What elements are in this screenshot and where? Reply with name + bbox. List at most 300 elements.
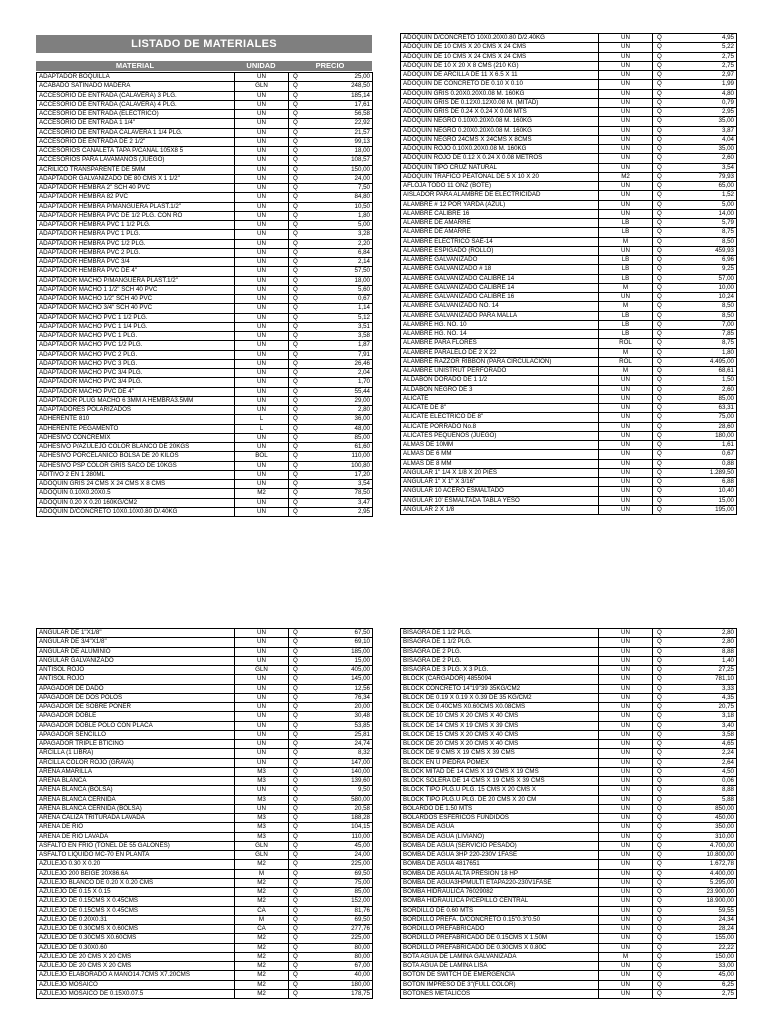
currency-cell: Q [653,126,693,135]
price-cell: 155,00 [693,934,737,943]
unit-cell: M3 [235,777,289,786]
currency-cell: Q [653,943,693,952]
table-row [401,385,737,394]
table-row [401,943,737,952]
table-row [401,777,737,786]
table-row [401,320,737,329]
currency-cell: Q [653,283,693,292]
table-row [401,283,737,292]
table-row [401,721,737,730]
unit-cell: UN [599,703,653,712]
table-row [401,357,737,366]
price-cell: 78,50 [329,489,373,498]
price-cell: 1,61 [693,441,737,450]
price-cell: 84,80 [329,193,373,202]
unit-cell: UN [599,34,653,43]
unit-cell: UN [599,394,653,403]
currency-cell: Q [289,989,329,998]
currency-cell: Q [653,200,693,209]
unit-cell: UN [599,200,653,209]
table-row [37,110,373,119]
table-row [401,339,737,348]
table-row [401,823,737,832]
currency-cell: Q [289,507,329,516]
material-cell: BOTON IMPRESO DE 3"(FULL COLOR) [401,980,599,989]
price-cell: 8,88 [693,647,737,656]
unit-cell: UN [599,431,653,440]
table-row [401,367,737,376]
table-row [401,80,737,89]
unit-cell: M2 [235,489,289,498]
unit-cell: UN [599,740,653,749]
table-row [37,684,373,693]
unit-cell: UN [235,322,289,331]
currency-cell: Q [653,61,693,70]
currency-cell: Q [653,693,693,702]
table-row [37,980,373,989]
unit-cell: M [599,283,653,292]
material-cell: ADHERENTE 810 [37,415,235,424]
unit-cell: UN [599,629,653,638]
table-row [37,804,373,813]
unit-cell: L [235,415,289,424]
table-row [401,311,737,320]
currency-cell: Q [289,285,329,294]
unit-cell: UN [235,359,289,368]
material-cell: ASFALTO LIQUIDO MC-70 EN PLANTA [37,851,235,860]
material-cell: BLOCK DE 0.40CMS X0.60CMS X0.08CMS [401,703,599,712]
currency-cell: Q [653,832,693,841]
table-row [401,989,737,998]
unit-cell: M2 [235,888,289,897]
currency-cell: Q [289,934,329,943]
table-row [401,52,737,61]
material-cell: ADAPTADOR MACHO 1/2" SCH 40 PVC [37,295,235,304]
material-cell: BLOCK DE 15 CMS X 20 CMS X 40 CMS [401,730,599,739]
price-cell: 185,00 [329,647,373,656]
unit-cell: UN [599,804,653,813]
currency-cell: Q [289,452,329,461]
table-row [401,496,737,505]
material-cell: ADAPTADOR MACHO PVC 3/4 PLG. [37,378,235,387]
unit-cell: UN [599,163,653,172]
unit-cell: UN [599,712,653,721]
unit-cell: UN [599,61,653,70]
currency-cell: Q [653,209,693,218]
currency-cell: Q [289,804,329,813]
price-cell: 69,10 [329,638,373,647]
material-cell: ANGULAR DE ALUMINIO [37,647,235,656]
unit-cell: UN [599,108,653,117]
table-row [401,145,737,154]
table-row [37,915,373,924]
table-row [37,629,373,638]
unit-cell: UN [599,404,653,413]
price-cell: 24,00 [329,851,373,860]
unit-cell: UN [599,989,653,998]
currency-cell: Q [289,369,329,378]
material-cell: ALAMBRE HG. NO. 10 [401,320,599,329]
currency-cell: Q [653,320,693,329]
currency-cell: Q [289,230,329,239]
table-row [37,721,373,730]
currency-cell: Q [653,265,693,274]
currency-cell: Q [653,721,693,730]
table-row [401,274,737,283]
material-cell: ADHESIVO P/AZULEJO COLOR BLANCO DE 20KGS [37,443,235,452]
price-cell: 25,00 [329,73,373,82]
currency-cell: Q [289,980,329,989]
unit-cell: L [235,424,289,433]
currency-cell: Q [289,100,329,109]
material-cell: ALMAS DE 8 MM [401,459,599,468]
price-cell: 80,00 [329,952,373,961]
price-cell: 580,00 [329,795,373,804]
currency-cell: Q [653,172,693,181]
material-cell: APAGADOR DOBLE [37,712,235,721]
material-cell: BLOCK TIPO PLG.U PLG. DE 20 CMS X 20 CM [401,795,599,804]
currency-cell: Q [289,749,329,758]
currency-cell: Q [653,394,693,403]
unit-cell: UN [235,304,289,313]
unit-cell: UN [235,749,289,758]
price-cell: 17,20 [329,470,373,479]
table-row [401,228,737,237]
unit-cell: UN [599,758,653,767]
currency-cell: Q [653,450,693,459]
unit-cell: UN [235,638,289,647]
currency-cell: Q [653,43,693,52]
price-cell: 459,93 [693,246,737,255]
table-row [37,480,373,489]
material-cell: ADAPTADOR HEMBRA PVC 1 PLG. [37,230,235,239]
table-row [401,915,737,924]
currency-cell: Q [289,221,329,230]
unit-cell: UN [235,684,289,693]
unit-cell: UN [235,387,289,396]
price-cell: 3,47 [329,498,373,507]
table-row [401,906,737,915]
material-cell: ALMAS DE 6 MM [401,450,599,459]
table-row [37,452,373,461]
material-cell: ADOQUIN ROJO 0.10X0.20X0.08 M. 160KG [401,145,599,154]
material-cell: BLOCK DE 14 CMS X 19 CMS X 39 CMS [401,721,599,730]
currency-cell: Q [289,638,329,647]
unit-cell: M3 [235,767,289,776]
currency-cell: Q [653,934,693,943]
material-cell: ADAPTADOR MACHO PVC 1/2 PLG. [37,341,235,350]
unit-cell: M [235,915,289,924]
currency-cell: Q [289,424,329,433]
material-cell: ADOQUIN TIPO CRUZ NATURAL [401,163,599,172]
price-cell: 1,14 [329,304,373,313]
unit-cell: M2 [235,878,289,887]
unit-cell: UN [235,100,289,109]
currency-cell: Q [653,71,693,80]
currency-cell: Q [289,313,329,322]
unit-cell: CA [235,925,289,934]
unit-cell: UN [599,841,653,850]
table-row [37,952,373,961]
currency-cell: Q [653,80,693,89]
unit-cell: UN [599,43,653,52]
table-row [401,108,737,117]
table-row [401,468,737,477]
material-cell: ALAMBRE CALIBRE 16 [401,209,599,218]
material-cell: ARENA CALIZA TRITURADA LAVADA [37,814,235,823]
material-cell: AFLOJA TODO 11 ONZ (BOTE) [401,182,599,191]
currency-cell: Q [653,431,693,440]
material-cell: ADAPTADOR HEMBRA 82 PVC [37,193,235,202]
unit-cell: LB [599,256,653,265]
materials-table-2 [400,33,737,515]
table-row [401,209,737,218]
price-cell: 3,18 [693,712,737,721]
price-cell: 450,00 [693,814,737,823]
price-cell: 225,00 [329,860,373,869]
table-row [401,980,737,989]
unit-cell: UN [235,507,289,516]
material-cell: ALAMBRE PARALELO DE 2 X 22 [401,348,599,357]
unit-cell: UN [599,749,653,758]
currency-cell: Q [653,330,693,339]
price-cell: 59,55 [693,906,737,915]
currency-cell: Q [653,459,693,468]
table-row [37,906,373,915]
material-cell: ALAMBRE ESPIGADO (ROLLO) [401,246,599,255]
unit-cell: UN [599,795,653,804]
table-row [37,507,373,516]
material-cell: ALAMBRE ELECTRICO SAE-14 [401,237,599,246]
unit-cell: UN [235,267,289,276]
table-row [37,786,373,795]
currency-cell: Q [289,489,329,498]
material-cell: ALMAS DE 10MM [401,441,599,450]
table-row [401,256,737,265]
material-cell: BOTONES METALICOS [401,989,599,998]
material-cell: BLOCK MITAD DE 14 CMS X 19 CMS X 19 CMS [401,767,599,776]
table-row [401,505,737,514]
price-cell: 28,60 [693,422,737,431]
material-cell: ANGULAR DE 1"X1/8" [37,629,235,638]
unit-cell: UN [235,647,289,656]
material-cell: ANGULAR DE 3/4"X1/8" [37,638,235,647]
unit-cell: UN [599,777,653,786]
material-cell: BOMBA DE AGUA (SERVICIO PESADO) [401,841,599,850]
table-row [37,359,373,368]
material-cell: ASFALTO EN FRIO (TONEL DE 55 GALONES) [37,841,235,850]
table-row [401,237,737,246]
unit-cell: UN [599,943,653,952]
table-row [37,925,373,934]
table-row [401,478,737,487]
material-cell: ANGULAR GALVANIZADO [37,656,235,665]
material-cell: ADAPTADOR MACHO 3/4" SCH 40 PVC [37,304,235,313]
currency-cell: Q [289,823,329,832]
currency-cell: Q [653,740,693,749]
currency-cell: Q [289,860,329,869]
unit-cell: M2 [235,962,289,971]
material-cell: ADAPTADOR MACHO PVC 3/4 PLG. [37,369,235,378]
unit-cell: UN [235,313,289,322]
price-cell: 15,00 [329,656,373,665]
material-cell: ARENA BLANCA CERNIDA [37,795,235,804]
material-cell: ADOQUIN 0.20 X 0.20 160KG/CM2 [37,498,235,507]
material-cell: BORDILLO PREFABRICADO [401,925,599,934]
material-cell: ADOQUIN GRIS DE 0.24 X 0.24 X 0.08 MTS [401,108,599,117]
table-row [37,313,373,322]
unit-cell: UN [235,406,289,415]
table-row [401,413,737,422]
table-row [401,431,737,440]
material-cell: BLOCK DE 20 CMS X 20 CMS X 40 CMS [401,740,599,749]
table-row [401,330,737,339]
material-cell: AZULEJO DE 0.15CMS X 0.45CMS [37,906,235,915]
table-row [401,71,737,80]
currency-cell: Q [653,823,693,832]
material-cell: ADOQUIN GRIS 24 CMS X 24 CMS X 8 CMS [37,480,235,489]
table-row [37,489,373,498]
material-cell: AISLADOR PARA ALAMBRE DE ELECTRICIDAD [401,191,599,200]
price-cell: 2,04 [329,369,373,378]
table-header [36,61,372,71]
table-row [37,119,373,128]
price-cell: 350,00 [693,823,737,832]
material-cell: ALICATE [401,394,599,403]
price-cell: 8,50 [693,237,737,246]
price-cell: 180,00 [693,431,737,440]
material-cell: ACCESORIO DE ENTRADA 1 1/4" [37,119,235,128]
material-cell: ARENA BLANCA CERNIDA (BOLSA) [37,804,235,813]
unit-cell: UN [599,814,653,823]
table-row [401,860,737,869]
material-cell: ALICATES PEQUEÑOS (JUEGO) [401,431,599,440]
price-cell: 17,61 [329,100,373,109]
material-cell: ADAPTADOR HEMBRA PVC 3/4 [37,258,235,267]
currency-cell: Q [653,712,693,721]
unit-cell: UN [599,145,653,154]
unit-cell: UN [235,91,289,100]
price-cell: 2,75 [693,61,737,70]
table-row [401,117,737,126]
unit-cell: M3 [235,823,289,832]
currency-cell: Q [653,256,693,265]
unit-cell: UN [599,441,653,450]
price-cell: 110,00 [329,452,373,461]
price-cell: 10.800,00 [693,851,737,860]
unit-cell: M3 [235,832,289,841]
material-cell: ANGULAR 1" 1/4 X 1/8 X 20 PIES [401,468,599,477]
table-row [401,767,737,776]
price-cell: 81,76 [329,906,373,915]
unit-cell: UN [235,656,289,665]
price-cell: 1,99 [693,80,737,89]
material-cell: BORDILLO PREFABRICADO DE 0.30CMS X 0.80C [401,943,599,952]
material-cell: AZULEJO MOSAICO DE 0.15X0.07.5 [37,989,235,998]
unit-cell: M [599,367,653,376]
table-row [401,200,737,209]
table-row [37,202,373,211]
currency-cell: Q [653,878,693,887]
price-cell: 20,75 [693,703,737,712]
table-row [37,415,373,424]
table-row [37,666,373,675]
price-cell: 8,75 [693,228,737,237]
material-cell: ADAPTADOR PLUG MACHO 6 3MM A HEMBRA3.5MM [37,396,235,405]
material-cell: ALICATE PORRADO No.8 [401,422,599,431]
price-cell: 20,00 [329,703,373,712]
currency-cell: Q [653,925,693,934]
currency-cell: Q [653,804,693,813]
price-cell: 67,50 [329,629,373,638]
table-row [401,795,737,804]
currency-cell: Q [289,906,329,915]
price-cell: 80,00 [329,943,373,952]
currency-cell: Q [653,980,693,989]
currency-cell: Q [653,505,693,514]
table-row [37,814,373,823]
price-cell: 139,60 [329,777,373,786]
currency-cell: Q [289,406,329,415]
table-row [37,91,373,100]
table-row [37,767,373,776]
price-cell: 56,58 [329,110,373,119]
currency-cell: Q [289,795,329,804]
material-cell: ALAMBRE # 12 POR YARDA (AZUL) [401,200,599,209]
unit-cell: M2 [235,860,289,869]
price-cell: 1,70 [329,378,373,387]
material-cell: BLOCK (CARGADOR) 4855094 [401,675,599,684]
material-cell: ADOQUIN 0.10X0.20X0.5 [37,489,235,498]
currency-cell: Q [289,971,329,980]
price-cell: 48,00 [329,424,373,433]
unit-cell: UN [599,786,653,795]
unit-cell: UN [599,962,653,971]
material-cell: ADAPTADOR HEMBRA 2" SCH 40 PVC [37,184,235,193]
unit-cell: UN [599,980,653,989]
unit-cell: UN [599,80,653,89]
price-cell: 24,00 [329,174,373,183]
material-cell: ARENA AMARILLA [37,767,235,776]
material-cell: BLOCK DE 0.19 X 0.19 X 0.39 DE 35 KG/CM2 [401,693,599,702]
currency-cell: Q [653,302,693,311]
price-cell: 1.672,78 [693,860,737,869]
price-cell: 30,48 [329,712,373,721]
currency-cell: Q [653,404,693,413]
price-cell: 1,40 [693,656,737,665]
unit-cell: UN [599,832,653,841]
unit-cell: BOL [235,452,289,461]
price-cell: 5,00 [329,221,373,230]
material-cell: ALICATE ELECTRICO DE 8" [401,413,599,422]
currency-cell: Q [289,730,329,739]
table-row [37,860,373,869]
price-cell: 24,34 [693,915,737,924]
price-cell: 5.295,00 [693,878,737,887]
material-cell: ADOQUIN NEGRO 0.20X0.20X0.08 M. 160KG [401,126,599,135]
unit-cell: UN [235,137,289,146]
table-row [37,897,373,906]
material-cell: BISAGRA DE 2 PLG. [401,647,599,656]
currency-cell: Q [289,952,329,961]
unit-cell: M2 [235,952,289,961]
table-row [37,470,373,479]
unit-cell: UN [235,128,289,137]
material-cell: AZULEJO DE 0.20X0.31 [37,915,235,924]
table-row [401,219,737,228]
currency-cell: Q [653,339,693,348]
table-row [37,174,373,183]
